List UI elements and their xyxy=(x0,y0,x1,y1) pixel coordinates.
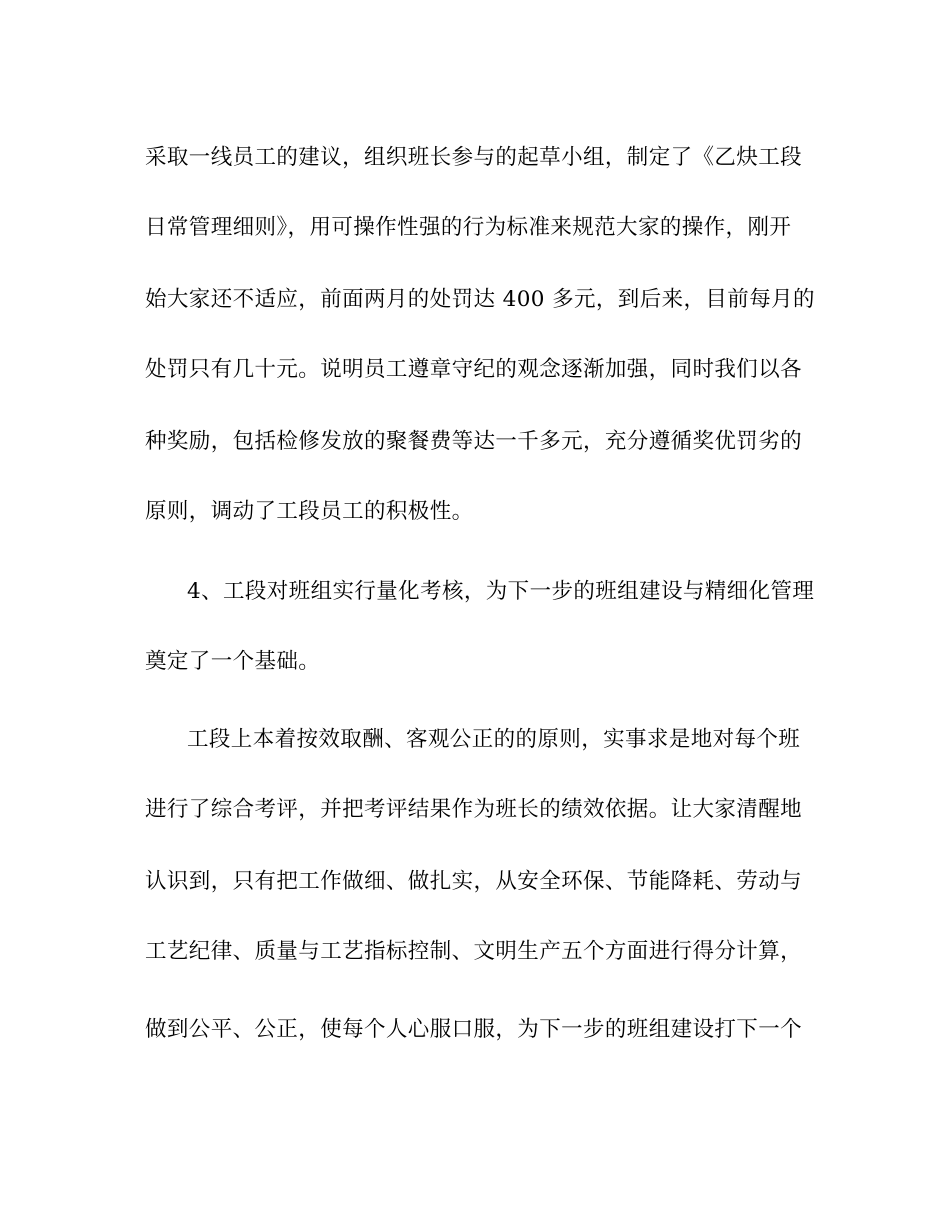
text-line: 种奖励，包括检修发放的聚餐费等达一千多元，充分遵循奖优罚劣的 xyxy=(145,429,803,454)
section-heading-line: 4、工段对班组实行量化考核，为下一步的班组建设与精细化管理 xyxy=(187,579,815,604)
text-line: 采取一线员工的建议，组织班长参与的起草小组，制定了《乙炔工段 xyxy=(145,145,803,170)
text-line: 认识到，只有把工作做细、做扎实，从安全环保、节能降耗、劳动与 xyxy=(145,869,803,894)
paragraph-first-line: 工段上本着按效取酬、客观公正的的原则，实事求是地对每个班 xyxy=(187,727,801,752)
text-line: 进行了综合考评，并把考评结果作为班长的绩效依据。让大家清醒地 xyxy=(145,797,803,822)
text-line: 处罚只有几十元。说明员工遵章守纪的观念逐渐加强，同时我们以各 xyxy=(145,357,803,382)
text-line: 奠定了一个基础。 xyxy=(145,649,321,674)
text-line: 工艺纪律、质量与工艺指标控制、文明生产五个方面进行得分计算， xyxy=(145,939,803,964)
text-line: 原则，调动了工段员工的积极性。 xyxy=(145,499,474,524)
text-line: 日常管理细则》，用可操作性强的行为标准来规范大家的操作，刚开 xyxy=(145,215,792,240)
text-line: 始大家还不适应，前面两月的处罚达 400 多元，到后来，目前每月的 xyxy=(145,287,815,312)
text-line: 做到公平、公正，使每个人心服口服，为下一步的班组建设打下一个 xyxy=(145,1017,803,1042)
